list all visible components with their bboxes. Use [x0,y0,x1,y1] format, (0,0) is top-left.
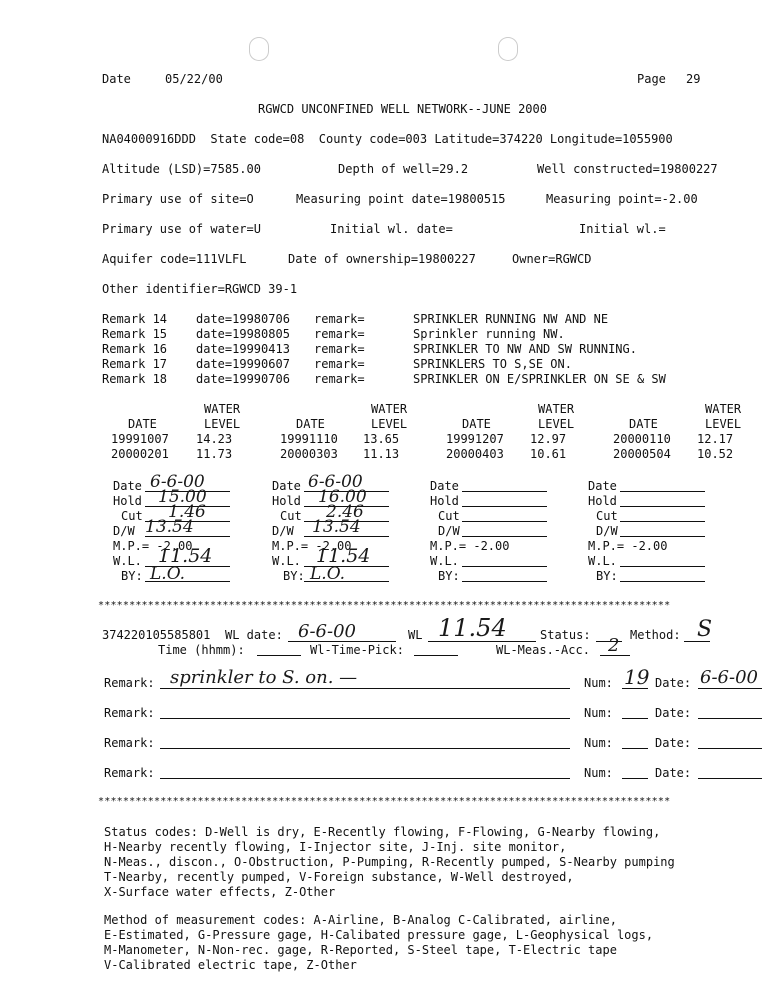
wl-date-value: 6-6-00 [298,621,356,642]
entry-date-label: Date [588,479,617,493]
report-date: 05/22/00 [165,72,223,86]
date-of-ownership: Date of ownership=19800227 [288,252,476,266]
wl-meas-acc-label: WL-Meas.-Acc. [496,643,590,657]
remark-text: SPRINKLERS TO S,SE ON. [413,357,572,371]
remark-entry-line[interactable] [160,688,570,689]
remark-num-label: Num: [584,706,613,720]
entry-wl-label: W.L. [588,554,617,568]
wl-value: 11.54 [438,614,507,642]
status-label: Status: [540,628,591,642]
entry-hold-label: Hold [272,494,301,508]
wl-time-pick-line[interactable] [414,655,458,656]
method-codes-line: Method of measurement codes: A-Airline, B-Analog C-Calibrated, airline, [104,913,617,927]
status-codes-line: H-Nearby recently flowing, I-Injector site, J-Inj. site monitor, [104,840,567,854]
entry-cut-value: 2.46 [326,502,364,522]
method-label: Method: [630,628,681,642]
entry-cut-line[interactable] [462,521,547,522]
page-number: 29 [686,72,701,86]
remark-entry-line[interactable] [160,718,570,719]
entry-mp-label: M.P.= -2.00 [588,539,668,553]
remark-num-label: Num: [584,766,613,780]
entry-cut-label: Cut [438,509,460,523]
method-value: S [697,617,713,642]
table-cell-level: 12.17 [697,432,734,446]
remark-text: SPRINKLER ON E/SPRINKLER ON SE & SW [413,372,666,386]
entry-by-value: L.O. [310,564,346,584]
entry-date-line[interactable] [620,491,705,492]
remark-num-value: 19 [624,665,650,689]
remark-num-line[interactable] [622,718,648,719]
entry-mp-label: M.P.= -2.00 [272,539,352,553]
status-codes-line: Status codes: D-Well is dry, E-Recently flowing, F-Flowing, G-Nearby flowing, [104,825,661,839]
table-cell-date: 20000303 [280,447,338,461]
table-cell-level: 13.65 [363,432,400,446]
remark-key: remark= [314,312,365,326]
remark-entry-label: Remark: [104,766,155,780]
remark-label: Remark 14 [102,312,168,326]
date-header: DATE [462,417,491,431]
entry-dw-label: D/W [438,524,460,538]
table-cell-date: 19991007 [111,432,169,446]
entry-dw-line[interactable] [462,536,547,537]
remark-date-value: 6-6-00 [700,667,758,688]
remark-num-line[interactable] [622,778,648,779]
water-header: WATER [538,402,575,416]
remark-date-line[interactable] [698,748,762,749]
remark-num-label: Num: [584,736,613,750]
entry-date-label: Date [430,479,459,493]
binder-hole-right [498,37,518,61]
owner: Owner=RGWCD [512,252,592,266]
entry-by-label: BY: [121,569,143,583]
time-label: Time (hhmm): [158,643,245,657]
wl-label: WL [408,628,423,642]
wl-time-pick-label: Wl-Time-Pick: [310,643,404,657]
page-label: Page [637,72,666,86]
table-cell-date: 20000201 [111,447,169,461]
method-codes-line: M-Manometer, N-Non-rec. gage, R-Reported, S-Steel tape, T-Electric tape [104,943,617,957]
entry-dw-value: 13.54 [145,517,194,537]
entry-hold-value: 15.00 [158,487,207,507]
table-cell-date: 20000110 [613,432,671,446]
entry-cut-label: Cut [121,509,143,523]
entry-date-label: Date [113,479,142,493]
level-header: LEVEL [705,417,742,431]
remark-date-line[interactable] [698,688,762,689]
entry-hold-line[interactable] [462,506,547,507]
aquifer-code: Aquifer code=111VLFL [102,252,247,266]
time-line[interactable] [257,655,301,656]
primary-use-water: Primary use of water=U [102,222,261,236]
remark-text: Sprinkler running NW. [413,327,565,341]
entry-wl-label: W.L. [113,554,142,568]
remark-entry-line[interactable] [160,748,570,749]
remark-date: date=19980805 [196,327,290,341]
level-header: LEVEL [371,417,408,431]
primary-use-site: Primary use of site=O [102,192,254,206]
table-cell-date: 20000504 [613,447,671,461]
status-codes-line: N-Meas., discon., O-Obstruction, P-Pumping, R-Recently pumped, S-Nearby pumping [104,855,675,869]
entry-hold-value: 16.00 [318,487,367,507]
remark-label: Remark 15 [102,327,168,341]
initial-wl: Initial wl.= [579,222,666,236]
remark-entry-label: Remark: [104,736,155,750]
measuring-point: Measuring point=-2.00 [546,192,698,206]
entry-by-label: BY: [438,569,460,583]
entry-cut-label: Cut [280,509,302,523]
entry-wl-line[interactable] [462,566,547,567]
entry-wl-label: W.L. [430,554,459,568]
remark-entry-line[interactable] [160,778,570,779]
remark-date-label: Date: [655,676,692,690]
entry-dw-label: D/W [272,524,294,538]
entry-hold-label: Hold [588,494,617,508]
site-id-line: NA04000916DDD State code=08 County code=003 Latitude=374220 Longitude=1055900 [102,132,673,146]
entry-wl-value: 11.54 [158,545,213,567]
entry-mp-label: M.P.= -2.00 [113,539,193,553]
table-cell-date: 19991110 [280,432,338,446]
altitude: Altitude (LSD)=7585.00 [102,162,261,176]
remark-text: SPRINKLER TO NW AND SW RUNNING. [413,342,637,356]
remark-key: remark= [314,327,365,341]
entry-by-value: L.O. [150,564,186,584]
report-title: RGWCD UNCONFINED WELL NETWORK--JUNE 2000 [258,102,547,116]
entry-dw-value: 13.54 [312,517,361,537]
entry-hold-label: Hold [113,494,142,508]
remark-date: date=19990706 [196,372,290,386]
separator-line: ******************************************************************************************** [98,600,671,611]
remark-num-label: Num: [584,676,613,690]
other-identifier: Other identifier=RGWCD 39-1 [102,282,298,296]
status-codes-line: X-Surface water effects, Z-Other [104,885,336,899]
remark-date: date=19980706 [196,312,290,326]
entry-by-label: BY: [283,569,305,583]
table-cell-level: 11.13 [363,447,400,461]
remark-date-label: Date: [655,706,692,720]
remark-entry-value: sprinkler to S. on. — [170,667,358,688]
wl-meas-acc-value: 2 [608,635,620,656]
initial-wl-date: Initial wl. date= [330,222,453,236]
date-header: DATE [629,417,658,431]
remark-date-label: Date: [655,736,692,750]
remark-date-label: Date: [655,766,692,780]
entry-cut-line[interactable] [620,521,705,522]
water-header: WATER [705,402,742,416]
method-codes-line: E-Estimated, G-Pressure gage, H-Calibated pressure gage, L-Geophysical logs, [104,928,654,942]
entry-date-value: 6-6-00 [150,472,205,492]
remark-label: Remark 18 [102,372,168,386]
table-cell-date: 19991207 [446,432,504,446]
remark-key: remark= [314,357,365,371]
status-codes-line: T-Nearby, recently pumped, V-Foreign substance, W-Well destroyed, [104,870,574,884]
table-cell-level: 11.73 [196,447,233,461]
remark-entry-label: Remark: [104,706,155,720]
entry-hold-label: Hold [430,494,459,508]
entry-dw-line[interactable] [620,536,705,537]
entry-by-label: BY: [596,569,618,583]
entry-by-line[interactable] [462,581,547,582]
water-header: WATER [204,402,241,416]
date-header: DATE [296,417,325,431]
entry-date-line[interactable] [462,491,547,492]
entry-date-value: 6-6-00 [308,472,363,492]
method-codes-line: V-Calibrated electric tape, Z-Other [104,958,357,972]
entry-wl-line[interactable] [620,566,705,567]
level-header: LEVEL [204,417,241,431]
entry-cut-label: Cut [596,509,618,523]
table-cell-level: 12.97 [530,432,567,446]
remark-date-line[interactable] [698,718,762,719]
entry-mp-label: M.P.= -2.00 [430,539,510,553]
wl-date-label: WL date: [225,628,283,642]
date-header: DATE [128,417,157,431]
remark-label: Remark 16 [102,342,168,356]
entry-by-line[interactable] [620,581,705,582]
remark-label: Remark 17 [102,357,168,371]
remark-date-line[interactable] [698,778,762,779]
separator-line: ******************************************************************************************** [98,796,671,807]
entry-dw-label: D/W [113,524,135,538]
entry-cut-value: 1.46 [168,502,206,522]
remark-key: remark= [314,372,365,386]
date-label: Date [102,72,131,86]
remark-num-line[interactable] [622,748,648,749]
remark-entry-label: Remark: [104,676,155,690]
entry-date-label: Date [272,479,301,493]
table-cell-level: 10.52 [697,447,734,461]
remark-text: SPRINKLER RUNNING NW AND NE [413,312,609,326]
level-header: LEVEL [538,417,575,431]
well-depth: Depth of well=29.2 [338,162,469,176]
table-cell-level: 10.61 [530,447,567,461]
table-cell-level: 14.23 [196,432,233,446]
entry-dw-label: D/W [596,524,618,538]
measuring-point-date: Measuring point date=19800515 [296,192,506,206]
water-header: WATER [371,402,408,416]
entry-wl-value: 11.54 [316,545,371,567]
remark-date: date=19990607 [196,357,290,371]
entry-wl-label: W.L. [272,554,301,568]
well-constructed: Well constructed=19800227 [537,162,718,176]
site-number: 374220105585801 [102,628,211,642]
remark-key: remark= [314,342,365,356]
binder-hole-left [249,37,269,61]
table-cell-date: 20000403 [446,447,504,461]
entry-hold-line[interactable] [620,506,705,507]
remark-date: date=19990413 [196,342,290,356]
